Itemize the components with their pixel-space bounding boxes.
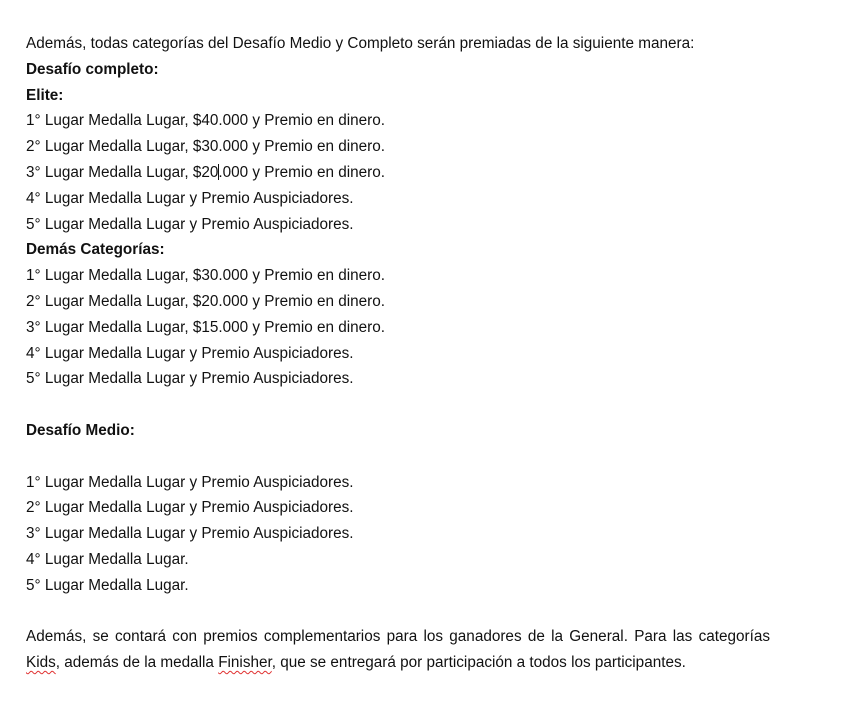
elite-item-2: 2° Lugar Medalla Lugar, $30.000 y Premio en dinero. — [26, 138, 386, 156]
medio-item-5: 5° Lugar Medalla Lugar. — [26, 576, 189, 594]
empty-line — [26, 444, 770, 470]
medio-item-2: 2° Lugar Medalla Lugar y Premio Auspiciadores. — [26, 499, 354, 517]
demas-item-2: 2° Lugar Medalla Lugar, $20.000 y Premio en dinero. — [26, 292, 386, 310]
closing-text-2: , además de la medalla — [55, 654, 219, 672]
elite-item-1: 1° Lugar Medalla Lugar, $40.000 y Premio en dinero. — [26, 112, 386, 130]
spellcheck-word-kids[interactable]: Kids — [26, 654, 56, 672]
intro-paragraph: Además, todas categorías del Desafío Medio y Completo serán premiadas de la siguiente manera: — [26, 35, 695, 52]
demas-item-4: 4° Lugar Medalla Lugar y Premio Auspiciadores. — [26, 344, 354, 362]
medio-item-4: 4° Lugar Medalla Lugar. — [26, 550, 189, 568]
heading-demas-categorias: Demás Categorías: — [26, 241, 165, 259]
heading-desafio-completo: Desafío completo: — [26, 60, 159, 78]
closing-text-3: , que se entregará por participación a todos los participantes. — [271, 654, 686, 672]
demas-item-3: 3° Lugar Medalla Lugar, $15.000 y Premio en dinero. — [26, 318, 386, 336]
closing-paragraph — [26, 624, 770, 676]
heading-elite: Elite: — [26, 86, 64, 104]
medio-item-1: 1° Lugar Medalla Lugar y Premio Auspiciadores. — [26, 473, 354, 491]
spellcheck-word-finisher[interactable]: Finisher — [218, 654, 272, 672]
elite-item-3-after-cursor: .000 y Premio en dinero. — [218, 163, 386, 181]
elite-item-4: 4° Lugar Medalla Lugar y Premio Auspiciadores. — [26, 189, 354, 207]
heading-desafio-medio: Desafío Medio: — [26, 421, 135, 439]
elite-item-5: 5° Lugar Medalla Lugar y Premio Auspiciadores. — [26, 215, 354, 233]
empty-line — [26, 392, 770, 418]
document-body[interactable] — [26, 31, 770, 676]
demas-item-1: 1° Lugar Medalla Lugar, $30.000 y Premio en dinero. — [26, 267, 386, 285]
elite-item-3 — [26, 160, 770, 186]
elite-item-3-before-cursor: 3° Lugar Medalla Lugar, $20 — [26, 163, 219, 181]
demas-item-5: 5° Lugar Medalla Lugar y Premio Auspiciadores. — [26, 370, 354, 388]
empty-line — [26, 599, 770, 625]
medio-item-3: 3° Lugar Medalla Lugar y Premio Auspiciadores. — [26, 525, 354, 543]
closing-text-1: Además, se contará con premios complementarios para los ganadores de la General. Para las categorías — [26, 628, 770, 646]
